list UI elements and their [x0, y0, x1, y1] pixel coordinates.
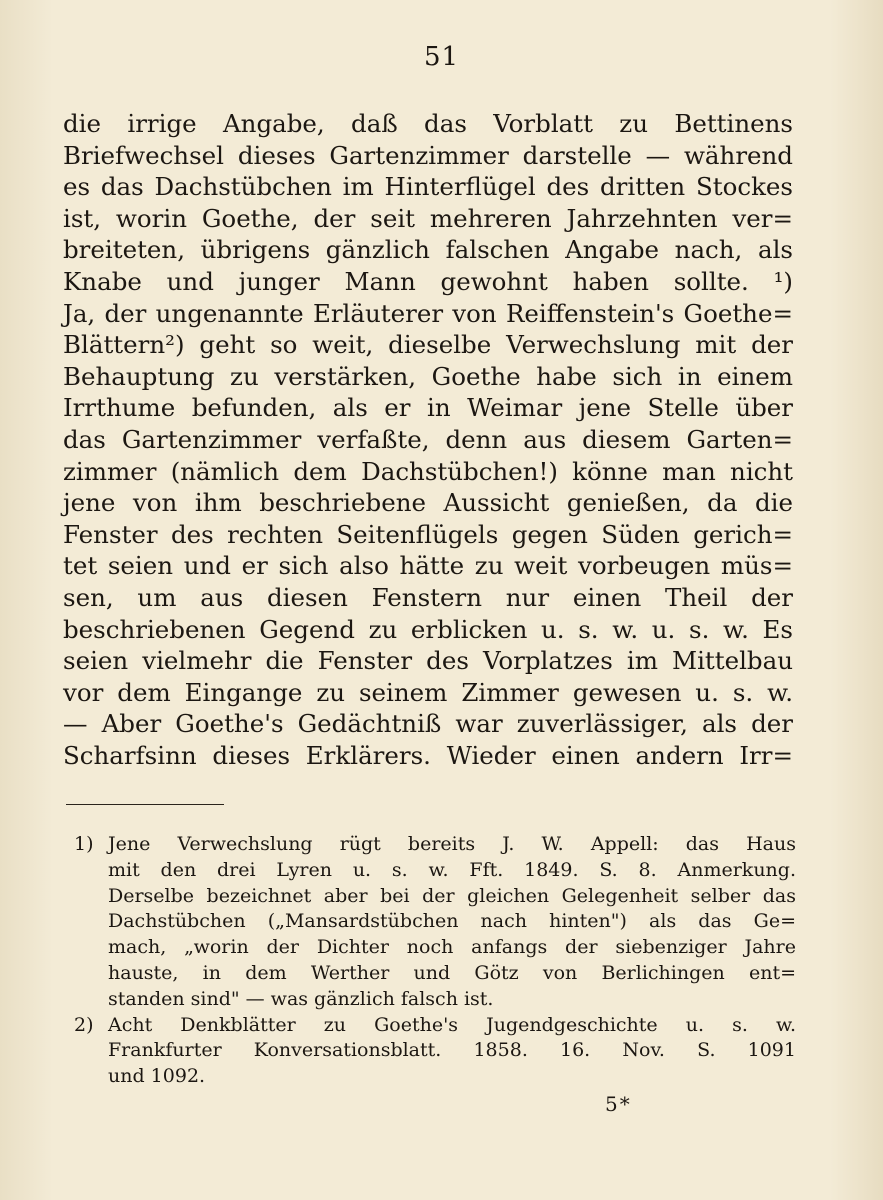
- text-line: das Gartenzimmer verfaßte, denn aus diesem Garten=: [63, 424, 793, 454]
- text-line: breiteten, übrigens gänzlich falschen Angabe nach, als: [63, 235, 793, 265]
- text-line: Scharfsinn dieses Erklärers. Wieder einen andern Irr=: [63, 740, 793, 770]
- text-line: es das Dachstübchen im Hinterflügel des dritten Stockes: [63, 172, 793, 202]
- footnote-1-line: standen sind" — was gänzlich falsch ist.: [108, 987, 494, 1010]
- footnote-1-line: hauste, in dem Werther und Götz von Berlichingen ent=: [108, 961, 796, 984]
- text-line: Blättern²) geht so weit, dieselbe Verwechslung mit der: [63, 330, 793, 360]
- text-line: seien vielmehr die Fenster des Vorplatzes im Mittelbau: [63, 646, 793, 676]
- text-line: Knabe und junger Mann gewohnt haben sollte. ¹): [63, 266, 793, 296]
- footnote-1-line: mit den drei Lyren u. s. w. Fft. 1849. S. 8. Anmerkung.: [108, 858, 796, 881]
- footnote-divider: [66, 804, 224, 805]
- text-line: Briefwechsel dieses Gartenzimmer darstelle — während: [63, 140, 793, 170]
- footnote-1-line: Dachstübchen („Mansardstübchen nach hinten") als das Ge=: [108, 910, 796, 933]
- text-line: beschriebenen Gegend zu erblicken u. s. w. u. s. w. Es: [63, 614, 793, 644]
- footnote-1-text: Jene Verwechslung rügt bereits J. W. Appell: das Haus: [108, 833, 796, 855]
- body-text: [63, 108, 793, 771]
- text-line: Ja, der ungenannte Erläuterer von Reiffenstein's Goethe=: [63, 298, 793, 328]
- footnote-1-line: [74, 832, 796, 858]
- footnote-1-mark: 1): [74, 833, 94, 855]
- footnote-2-line: Frankfurter Konversationsblatt. 1858. 16. Nov. S. 1091: [108, 1039, 796, 1062]
- footnote-2-line: [74, 1013, 796, 1039]
- text-line: Irrthume befunden, als er in Weimar jene Stelle über: [63, 393, 793, 423]
- footnote-1-line: mach, „worin der Dichter noch anfangs der siebenziger Jahre: [108, 936, 796, 959]
- text-line: jene von ihm beschriebene Aussicht genießen, da die: [63, 488, 793, 518]
- text-line: sen, um aus diesen Fenstern nur einen Theil der: [63, 582, 793, 612]
- text-line: Behauptung zu verstärken, Goethe habe sich in einem: [63, 361, 793, 391]
- text-line: vor dem Eingange zu seinem Zimmer gewesen u. s. w.: [63, 677, 793, 707]
- text-line: tet seien und er sich also hätte zu weit vorbeugen müs=: [63, 551, 793, 581]
- text-line: Fenster des rechten Seitenflügels gegen Süden gerich=: [63, 519, 793, 549]
- footnote-1-line: Derselbe bezeichnet aber bei der gleichen Gelegenheit selber das: [108, 884, 796, 907]
- footnote-2-text: Acht Denkblätter zu Goethe's Jugendgeschichte u. s. w.: [108, 1013, 796, 1036]
- text-line: zimmer (nämlich dem Dachstübchen!) könne man nicht: [63, 456, 793, 486]
- footnote-2-line: und 1092.: [108, 1065, 206, 1088]
- text-line: ist, worin Goethe, der seit mehreren Jahrzehnten ver=: [63, 203, 793, 233]
- footnotes: [74, 832, 796, 1090]
- text-line: — Aber Goethe's Gedächtniß war zuverlässiger, als der: [63, 709, 793, 739]
- page-number: 51: [423, 42, 460, 72]
- footnote-2-mark: 2): [74, 1013, 94, 1036]
- text-line: die irrige Angabe, daß das Vorblatt zu Bettinens: [63, 109, 793, 138]
- signature-mark: 5*: [605, 1092, 632, 1116]
